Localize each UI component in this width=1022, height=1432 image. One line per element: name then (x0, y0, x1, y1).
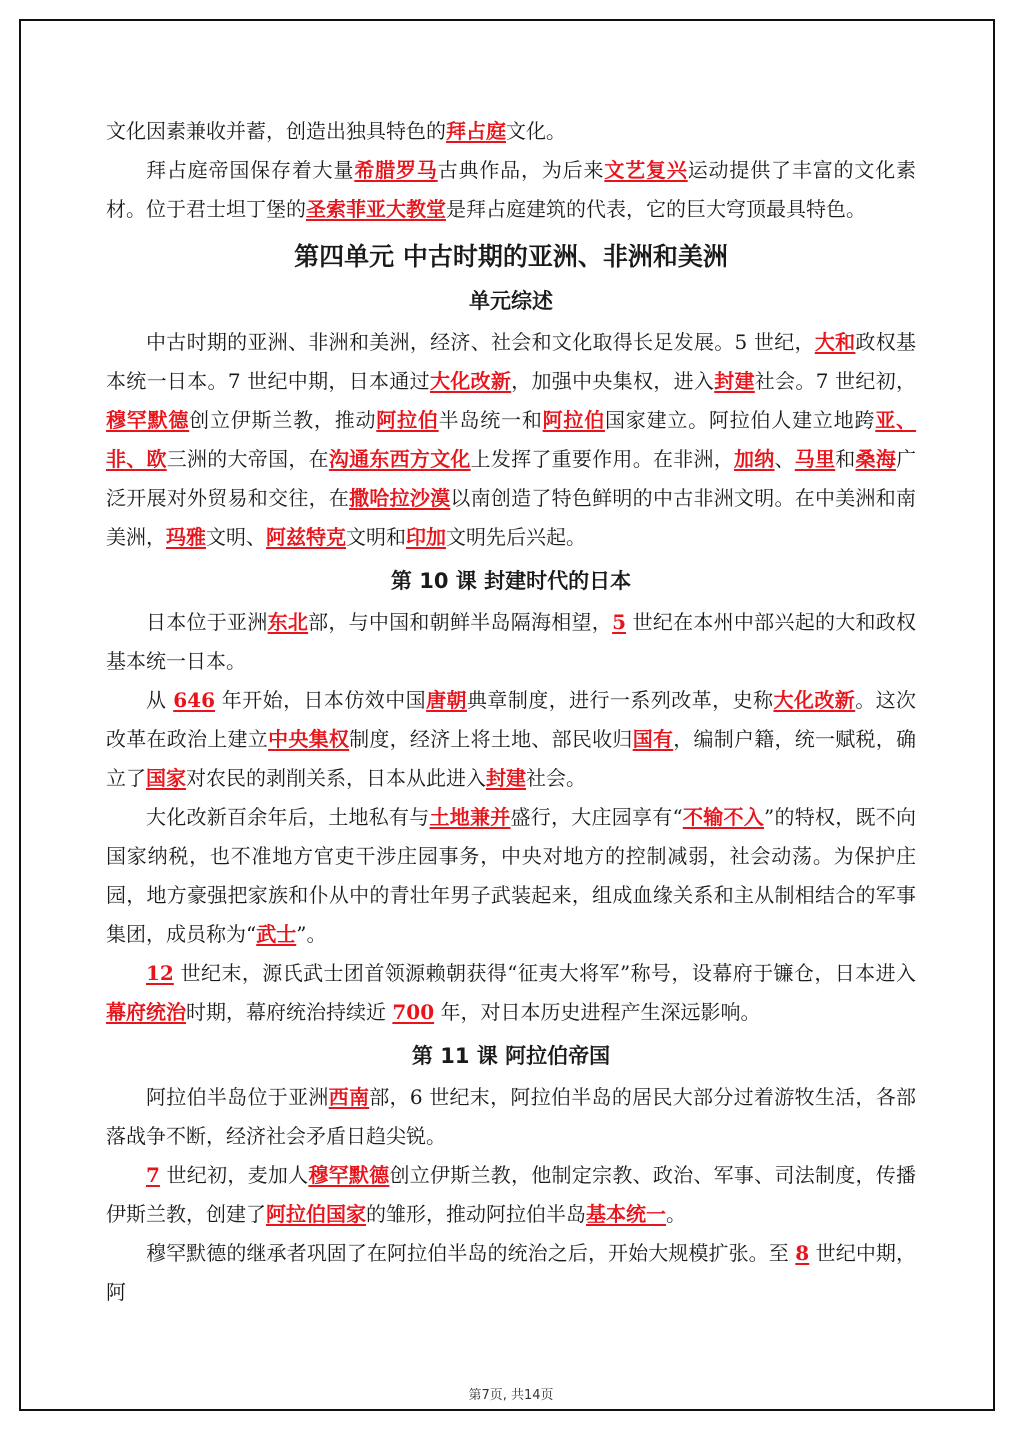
paragraph (106, 1234, 916, 1312)
text-run: ，加强中央集权，进入 (511, 369, 715, 393)
text-run: 。这次改革在政治上建立 (106, 688, 917, 751)
keyword-highlight: 国有 (632, 727, 674, 751)
text-run: 以南创造了特色鲜明的中古非洲文明。在中美洲和南美洲， (106, 486, 917, 549)
document-body (106, 112, 916, 1312)
text-run: 世纪末，源氏武士团首领源赖朝获得“征夷大将军”称号，设幕府于镰仓，日本进入 (173, 961, 916, 985)
keyword-highlight: 拜占庭 (446, 119, 506, 143)
keyword-highlight: 阿拉伯国家 (266, 1202, 366, 1226)
section-heading: 第 10 课 封建时代的日本 (390, 569, 632, 593)
keyword-highlight: 7 (146, 1163, 160, 1187)
text-run: 、 (774, 447, 795, 471)
text-run: 创立伊斯兰教，推动 (189, 408, 377, 432)
text-run: 世纪初，麦加人 (159, 1163, 309, 1187)
text-run: 文明先后兴起。 (446, 525, 586, 549)
paragraph (106, 603, 916, 681)
text-run: 文明、 (206, 525, 266, 549)
keyword-highlight: 土地兼并 (429, 805, 511, 829)
text-run: 部，与中国和朝鲜半岛隔海相望， (308, 610, 613, 634)
text-run: 世纪中期，阿 (106, 1241, 917, 1304)
text-run: 部，6 世纪末，阿拉伯半岛的居民大部分过着游牧生活，各部落战争不断，经济社会矛盾日趋尖锐。 (106, 1085, 916, 1148)
paragraph (106, 681, 916, 798)
text-run: ，编制户籍，统一赋税，确立了 (106, 727, 917, 790)
paragraph (106, 1156, 916, 1234)
keyword-highlight: 亚、非、欧 (106, 408, 917, 471)
text-run: 政权基本统一日本。7 世纪中期，日本通过 (106, 330, 916, 393)
text-run: 社会。 (526, 766, 586, 790)
section-heading: 第 11 课 阿拉伯帝国 (411, 1044, 611, 1068)
keyword-highlight: 沟通东西方文化 (328, 447, 471, 471)
keyword-highlight: 封建 (714, 369, 755, 393)
keyword-highlight: 700 (392, 1000, 435, 1024)
text-run: 创立伊斯兰教，他制定宗教、政治、军事、司法制度，传播伊斯兰教，创建了 (106, 1163, 917, 1226)
text-run: 典章制度，进行一系列改革，史称 (466, 688, 774, 712)
keyword-highlight: 穆罕默德 (308, 1163, 390, 1187)
keyword-highlight: 基本统一 (586, 1202, 666, 1226)
section-heading: 单元综述 (469, 289, 553, 313)
text-run: 年开始，日本仿效中国 (214, 688, 427, 712)
keyword-highlight: 加纳 (733, 447, 775, 471)
text-run: 从 (146, 688, 174, 712)
keyword-highlight: 国家 (146, 766, 186, 790)
text-run: 年，对日本历史进程产生深远影响。 (434, 1000, 761, 1024)
text-run: 上发挥了重要作用。在非洲， (470, 447, 734, 471)
keyword-highlight: 玛雅 (166, 525, 206, 549)
keyword-highlight: 东北 (267, 610, 309, 634)
paragraph (106, 151, 916, 229)
text-run: 文明和 (346, 525, 406, 549)
text-run: ”。 (296, 922, 327, 946)
text-run: 和 (835, 447, 856, 471)
keyword-highlight: 武士 (256, 922, 297, 946)
text-run: 盛行，大庄园享有“ (510, 805, 683, 829)
text-run: 时期，幕府统治持续近 (186, 1000, 393, 1024)
unit-heading: 第四单元 中古时期的亚洲、非洲和美洲 (294, 242, 728, 271)
keyword-highlight: 阿拉伯 (542, 408, 605, 432)
text-run: 文化。 (506, 119, 566, 143)
text-run: 阿拉伯半岛位于亚洲 (146, 1085, 329, 1109)
text-run: 运动提供了丰富的文化素材。位于君士坦丁堡的 (106, 158, 917, 221)
text-run: 日本位于亚洲 (146, 610, 268, 634)
text-run: 半岛统一和 (438, 408, 543, 432)
keyword-highlight: 穆罕默德 (106, 408, 190, 432)
keyword-highlight: 5 (612, 610, 626, 634)
keyword-highlight: 幕府统治 (106, 1000, 186, 1024)
paragraph (106, 323, 916, 557)
keyword-highlight: 12 (146, 961, 174, 985)
text-run: 穆罕默德的继承者巩固了在阿拉伯半岛的统治之后，开始大规模扩张。至 (146, 1241, 796, 1265)
text-run: 古典作品，为后来 (437, 158, 605, 182)
keyword-highlight: 大化改新 (429, 369, 512, 393)
keyword-highlight: 8 (795, 1241, 810, 1265)
keyword-highlight: 西南 (328, 1085, 370, 1109)
keyword-highlight: 大和 (814, 330, 856, 354)
keyword-highlight: 撒哈拉沙漠 (349, 486, 451, 510)
keyword-highlight: 不输不入 (682, 805, 765, 829)
text-run: 对农民的剥削关系，日本从此进入 (186, 766, 486, 790)
text-run: 中古时期的亚洲、非洲和美洲，经济、社会和文化取得长足发展。5 世纪， (146, 330, 815, 354)
text-run: 三洲的大帝国，在 (166, 447, 329, 471)
keyword-highlight: 阿拉伯 (376, 408, 439, 432)
keyword-highlight: 封建 (486, 766, 526, 790)
text-run: 世纪在本州中部兴起的大和政权基本统一日本。 (106, 610, 917, 673)
keyword-highlight: 大化改新 (773, 688, 856, 712)
keyword-highlight: 阿兹特克 (266, 525, 346, 549)
text-run: 文化因素兼收并蓄，创造出独具特色的 (106, 119, 446, 143)
text-run: 拜占庭帝国保存着大量 (146, 158, 355, 182)
text-run: 广泛开展对外贸易和交往，在 (106, 447, 917, 510)
keyword-highlight: 希腊罗马 (354, 158, 438, 182)
paragraph (106, 1078, 916, 1156)
paragraph (106, 954, 916, 1032)
text-run: ”的特权，既不向国家纳税，也不准地方官吏干涉庄园事务，中央对地方的控制减弱，社会动荡。为保护庄园，地方豪强把家族和仆从中的青壮年男子武装起来，组成血缘关系和主从制相结合的军事集团，成员称为“ (106, 805, 917, 946)
text-run: 。 (666, 1202, 686, 1226)
text-run: 的雏形，推动阿拉伯半岛 (366, 1202, 586, 1226)
paragraph (106, 112, 916, 151)
keyword-highlight: 马里 (794, 447, 836, 471)
text-run: 国家建立。阿拉伯人建立地跨 (604, 408, 876, 432)
page-footer: 第7页, 共14页 (468, 1388, 554, 1403)
keyword-highlight: 中央集权 (268, 727, 350, 751)
text-run: 是拜占庭建筑的代表，它的巨大穹顶最具特色。 (446, 197, 866, 221)
keyword-highlight: 圣索菲亚大教堂 (306, 197, 446, 221)
keyword-highlight: 桑海 (855, 447, 897, 471)
keyword-highlight: 646 (173, 688, 215, 712)
text-run: 大化改新百余年后，土地私有与 (146, 805, 430, 829)
keyword-highlight: 文艺复兴 (604, 158, 688, 182)
text-run: 社会。7 世纪初， (754, 369, 916, 393)
paragraph (106, 798, 916, 954)
keyword-highlight: 印加 (406, 525, 446, 549)
keyword-highlight: 唐朝 (426, 688, 467, 712)
text-run: 制度，经济上将土地、部民收归 (349, 727, 633, 751)
